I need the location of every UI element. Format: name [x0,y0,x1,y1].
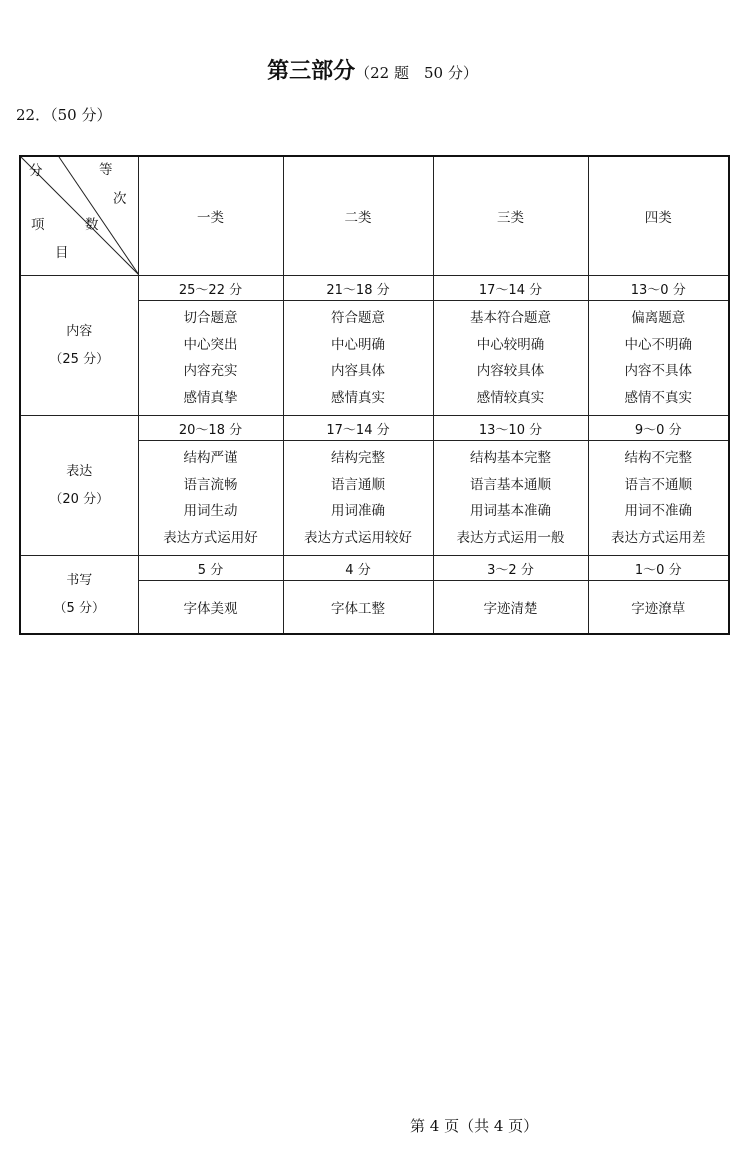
description-cell [588,301,729,416]
content-score-row [20,276,729,301]
description-line: 用词基本准确 [470,503,551,519]
score-range: 5 分 [138,556,283,581]
description-line: 语言基本通顺 [470,476,551,493]
category-name: 表达 [66,463,93,479]
description-line: 语言通顺 [331,476,385,493]
score-range: 9～0 分 [588,416,729,441]
description-line: 用词生动 [183,503,238,519]
category-expression [20,416,138,556]
corner-shu: 数 [85,217,99,233]
description-line: 切合题意 [183,310,238,326]
description-line: 感情真挚 [183,389,238,406]
section-title-main: 第三部分 [267,59,356,84]
description-line: 中心突出 [183,336,238,353]
score-range: 13～10 分 [433,416,588,441]
description-line: 中心明确 [331,336,385,353]
description-line: 感情较真实 [476,389,545,406]
table-header-row [20,156,729,276]
category-score: （20 分） [49,491,110,507]
column-header: 一类 [138,156,283,276]
corner-ci: 次 [113,191,127,207]
description-line: 用词准确 [331,503,385,519]
category-content [20,276,138,416]
description-cell: 字迹清楚 [433,581,588,635]
description-line: 表达方式运用好 [163,529,258,546]
description-cell [588,441,729,556]
description-line: 表达方式运用较好 [304,529,412,546]
column-header: 四类 [588,156,729,276]
description-cell: 字迹潦草 [588,581,729,635]
description-line: 语言流畅 [183,476,238,493]
description-line: 偏离题意 [631,310,686,326]
corner-deng: 等 [99,162,113,178]
score-range: 3～2 分 [433,556,588,581]
question-label: 22．（50 分） [16,106,112,124]
corner-fen: 分 [29,163,43,179]
score-range: 25～22 分 [138,276,283,301]
description-cell [433,441,588,556]
category-name: 书写 [66,572,93,588]
description-line: 表达方式运用差 [611,529,706,546]
scoring-rubric-table [19,155,730,635]
description-line: 基本符合题意 [470,310,551,326]
section-title [0,54,745,85]
corner-diagonal-cell [20,156,138,276]
column-header: 三类 [433,156,588,276]
score-range: 1～0 分 [588,556,729,581]
description-cell: 字体工整 [283,581,433,635]
description-line: 符合题意 [331,310,385,326]
description-line: 表达方式运用一般 [456,529,565,546]
description-line: 语言不通顺 [624,476,692,493]
corner-mu: 目 [55,245,69,261]
description-cell [283,441,433,556]
score-range: 20～18 分 [138,416,283,441]
section-title-sub: （22 题 50 分） [355,64,478,82]
description-line: 感情不真实 [624,389,692,406]
description-cell [283,301,433,416]
writing-score-row [20,556,729,581]
column-header: 二类 [283,156,433,276]
description-line: 结构严谨 [183,450,238,466]
category-name: 内容 [66,323,93,339]
score-range: 13～0 分 [588,276,729,301]
description-line: 感情真实 [331,389,385,406]
description-line: 结构基本完整 [470,450,551,466]
description-line: 结构完整 [331,450,385,466]
description-cell: 字体美观 [138,581,283,635]
score-range: 4 分 [283,556,433,581]
description-line: 内容不具体 [624,363,692,379]
description-line: 结构不完整 [624,450,692,466]
expression-score-row [20,416,729,441]
description-cell [433,301,588,416]
description-line: 内容较具体 [476,363,545,379]
corner-xiang: 项 [31,217,45,233]
description-line: 内容具体 [331,363,385,379]
description-line: 中心不明确 [624,336,692,353]
score-range: 17～14 分 [433,276,588,301]
description-cell [138,301,283,416]
description-line: 中心较明确 [476,336,545,353]
page-footer: 第 4 页（共 4 页） [410,1117,539,1135]
description-cell [138,441,283,556]
category-score: （25 分） [49,351,110,367]
description-line: 用词不准确 [624,503,692,519]
description-line: 内容充实 [183,363,238,379]
category-writing [20,556,138,635]
category-score: （5 分） [53,600,105,616]
score-range: 17～14 分 [283,416,433,441]
score-range: 21～18 分 [283,276,433,301]
